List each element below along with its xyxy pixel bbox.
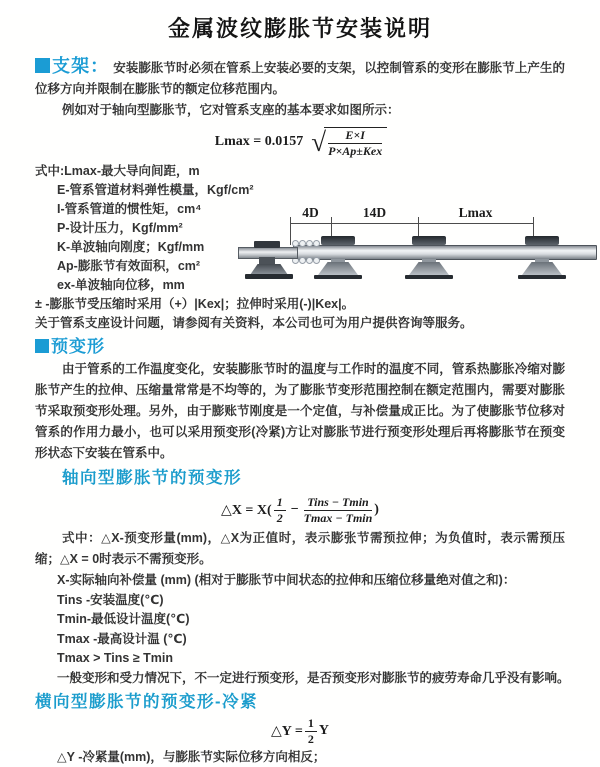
minus-operator: − xyxy=(290,502,299,517)
dim-label-14d: 14D xyxy=(362,205,387,220)
support-section-heading xyxy=(35,56,113,76)
page-title: 金属波纹膨胀节安装说明 xyxy=(167,16,432,41)
pipe-clamp xyxy=(412,236,446,245)
axial-formula xyxy=(35,494,565,526)
definition-line: Tmax > Tins ≥ Tmin xyxy=(57,651,174,665)
document-page xyxy=(0,14,600,764)
service-note: 关于管系支座设计问题，请参阅有关资料，本公司也可为用户提供咨询等服务。 xyxy=(35,316,473,330)
lateral-formula-lhs: △Y = xyxy=(271,723,303,739)
guide-support xyxy=(405,204,453,290)
support-skirt xyxy=(409,262,449,275)
definition-line: P-设计压力，Kgf/mm² xyxy=(57,221,183,235)
lmax-formula xyxy=(35,124,565,160)
axial-subheading: 轴向型膨胀节的预变形 xyxy=(62,469,242,487)
support-intro-paragraph xyxy=(35,56,565,100)
axial-definitions xyxy=(35,571,570,688)
predeform-section-heading xyxy=(35,337,565,357)
support-skirt xyxy=(522,262,562,275)
lmax-denominator: P×Ap±Kex xyxy=(328,143,383,158)
support-base xyxy=(314,275,362,279)
support-heading-label: 支架： xyxy=(52,56,110,76)
half-numerator: 1 xyxy=(305,717,317,732)
support-base xyxy=(518,275,566,279)
pipe-support-diagram xyxy=(238,204,600,290)
axial-formula-lhs: △X = X( xyxy=(221,502,272,518)
document-content xyxy=(0,14,600,767)
support-example-paragraph: 例如对于轴向型膨胀节，它对管系支座的基本要求如图所示： xyxy=(62,103,400,117)
lateral-formula xyxy=(35,716,565,746)
pipe-clamp xyxy=(321,236,355,245)
lateral-note: △Y -冷紧量(mm)，与膨胀节实际位移方向相反； xyxy=(57,750,326,764)
blue-square-icon xyxy=(35,58,50,73)
definition-line: X-实际轴向补偿量 (mm) (相对于膨胀节中间状态的拉伸和压缩位移量绝对值之和)： xyxy=(57,573,516,587)
definition-line: Tmin-最低设计温度(℃) xyxy=(57,612,190,626)
blue-square-icon xyxy=(35,339,49,353)
guide-support xyxy=(314,204,362,290)
axial-where-paragraph: 式中：△X-预变形量(mm)，△X为正值时，表示膨张节需预拉伸；为负值时，表示需预压缩；△X = 0时表示不需预变形。 xyxy=(35,531,565,566)
support-base xyxy=(405,275,453,279)
lateral-subheading: 横向型膨胀节的预变形-冷紧 xyxy=(35,693,258,711)
anchor-top-block xyxy=(254,241,280,248)
lmax-numerator: E×I xyxy=(328,129,382,144)
temperature-fraction xyxy=(304,496,373,525)
pm-note: ± -膨胀节受压缩时采用（+）|Kex|；拉伸时采用(-)|Kex|。 xyxy=(35,297,355,311)
dim-label-4d: 4D xyxy=(302,205,319,220)
half-denominator: 2 xyxy=(276,510,283,525)
anchor-pedestal xyxy=(259,257,275,265)
anchor-base xyxy=(245,274,293,279)
axial-formula-close: ) xyxy=(374,502,379,517)
half-numerator: 1 xyxy=(274,496,286,511)
lateral-formula-rhs: Y xyxy=(318,723,329,738)
one-half-fraction xyxy=(305,717,317,746)
temp-numerator: Tins − Tmin xyxy=(304,496,373,511)
support-intro-text: 安装膨胀节时必须在管系上安装必要的支架，以控制管系的变形在膨胀节上产生的位移方向并限制在膨胀节的额定位移范围内。 xyxy=(35,61,566,96)
radical-sign: √ xyxy=(311,127,327,157)
pipe-clamp xyxy=(525,236,559,245)
definition-line: I-管系管道的惯性矩，cm⁴ xyxy=(57,202,202,216)
definition-line: ex-单波轴向位移，mm xyxy=(57,278,185,292)
temp-denominator: Tmax − Tmin xyxy=(303,510,373,525)
support-skirt xyxy=(318,262,358,275)
definition-line: Ap-膨胀节有效面积，cm² xyxy=(57,259,201,273)
definition-line: E-管系管道材料弹性模量，Kgf/cm² xyxy=(57,183,254,197)
guide-support xyxy=(518,204,566,290)
dim-label-lmax: Lmax xyxy=(458,205,493,220)
definition-line: Tmax -最高设计温 (℃) xyxy=(57,631,187,646)
half-denominator: 2 xyxy=(307,731,314,746)
predeform-paragraph: 由于管系的工作温度变化，安装膨胀节时的温度与工作时的温度不同，管系热膨胀冷缩对膨胀节产生的拉伸、压缩量常常是不均等的，为了膨胀节变形范围控制在额定范围内，需要对膨胀节采取预变形处理。另外，由于膨账节刚度是一个定值，与补偿量成正比。为了使膨胀节位移对管系的作用力最小，也可以采用预变形(冷紧)方让对膨胀节进行预变形处理后再将膨胀节在预变形状态下安装在管系中。 xyxy=(35,362,565,460)
definition-line: Tins -安装温度(℃) xyxy=(57,592,164,607)
where-label: 式中:Lmax-最大导向间距，m xyxy=(35,164,200,178)
predeform-heading-label: 预变形 xyxy=(51,337,105,356)
lmax-fraction xyxy=(328,129,382,158)
anchor-support xyxy=(238,204,298,290)
lmax-radicand xyxy=(324,127,387,158)
definition-line: 一般变形和受力情况下，不一定进行预变形，是否预变形对膨胀节的疲劳寿命几乎没有影响。 xyxy=(57,670,570,685)
definition-line: K-单波轴向刚度；Kgf/mm xyxy=(57,240,205,254)
lmax-formula-lhs: Lmax = 0.0157 xyxy=(214,134,304,149)
one-half-fraction xyxy=(274,496,286,525)
